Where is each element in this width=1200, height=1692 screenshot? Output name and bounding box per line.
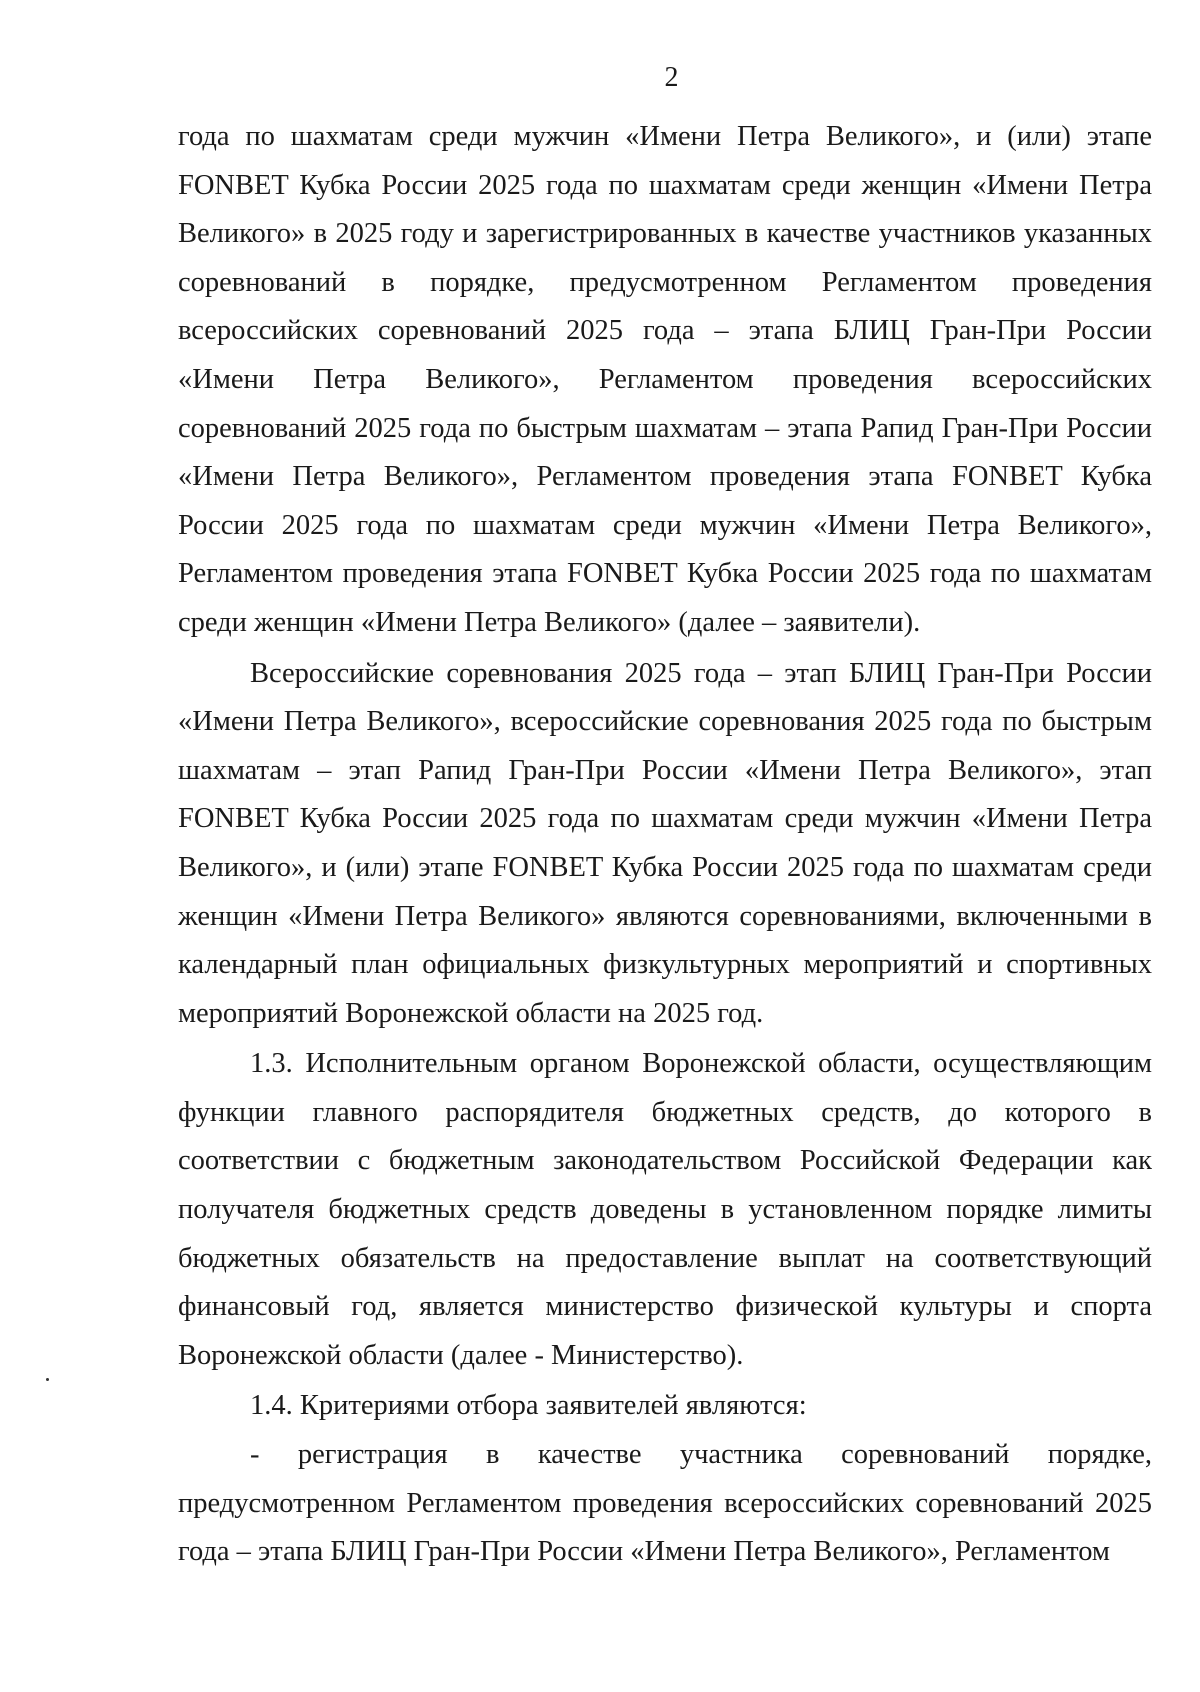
paragraph-continuation: года по шахматам среди мужчин «Имени Петра Великого», и (или) этапе FONBET Кубка России 2025 года по шахматам среди женщин «Имени Петра Великого» в 2025 году и зарегистрированных в качестве участников указанных соревнований в порядке, предусмотренном Регламентом проведения всероссийских соревнований 2025 года – этапа БЛИЦ Гран-При России «Имени Петра Великого», Регламентом проведения всероссийских соревнований 2025 года по быстрым шахматам – этапа Рапид Гран-При России «Имени Петра Великого», Регламентом проведения этапа FONBET Кубка России 2025 года по шахматам среди мужчин «Имени Петра Великого», Регламентом проведения этапа FONBET Кубка России 2025 года по шахматам среди женщин «Имени Петра Великого» (далее – заявители). <box>178 121 1152 638</box>
scan-speck <box>46 1378 49 1381</box>
page-number: 2 <box>664 62 679 93</box>
paragraph-1-3: 1.3. Исполнительным органом Воронежской области, осуществляющим функции главного распорядителя бюджетных средств, до которого в соответствии с бюджетным законодательством Российской Федерации как получателя бюджетных средств доведены в установленном порядке лимиты бюджетных обязательств на предоставление выплат на соответствующий финансовый год, является министерство физической культуры и спорта Воронежской области (далее - Министерство). <box>178 1048 1152 1371</box>
document-body <box>178 113 1152 1577</box>
bullet-item-registration: - регистрация в качестве участника соревнований порядке, предусмотренном Регламентом проведения всероссийских соревнований 2025 года – этапа БЛИЦ Гран-При России «Имени Петра Великого», Регламентом <box>178 1439 1152 1568</box>
paragraph-1-4: 1.4. Критериями отбора заявителей являются: <box>250 1390 807 1422</box>
paragraph-competitions: Всероссийские соревнования 2025 года – этап БЛИЦ Гран-При России «Имени Петра Великого», всероссийские соревнования 2025 года по быстрым шахматам – этап Рапид Гран-При России «Имени Петра Великого», этап FONBET Кубка России 2025 года по шахматам среди мужчин «Имени Петра Великого», и (или) этапе FONBET Кубка России 2025 года по шахматам среди женщин «Имени Петра Великого» являются соревнованиями, включенными в календарный план официальных физкультурных мероприятий и спортивных мероприятий Воронежской области на 2025 год. <box>178 657 1152 1029</box>
